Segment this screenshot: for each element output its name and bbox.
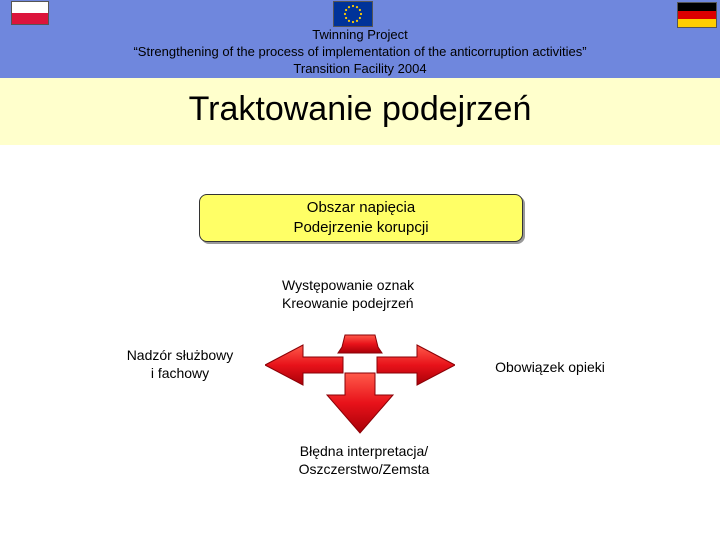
four-way-arrows-icon <box>265 325 455 435</box>
box-line-2: Podejrzenie korupcji <box>293 219 429 236</box>
poland-flag-icon <box>12 2 48 24</box>
label-left <box>100 346 260 382</box>
project-subtitle: “Strengthening of the process of implementation of the anticorruption activities” <box>133 44 587 59</box>
arrow-right <box>377 345 455 385</box>
germany-flag-icon <box>678 3 716 27</box>
label-left-line-1: Nadzór służbowy <box>126 347 234 363</box>
label-bottom-line-2: Oszczerstwo/Zemsta <box>298 461 430 477</box>
slide-title: Traktowanie podejrzeń <box>188 90 532 128</box>
arrow-up <box>338 335 382 353</box>
label-top <box>282 276 414 312</box>
project-name: Twinning Project <box>312 27 408 42</box>
label-top-line-1: Występowanie oznak <box>282 277 415 293</box>
label-top-line-2: Kreowanie podejrzeń <box>282 295 414 311</box>
label-right: Obowiązek opieki <box>495 359 605 375</box>
label-left-line-2: i fachowy <box>150 365 210 381</box>
eu-flag-icon <box>334 2 372 26</box>
box-line-1: Obszar napięcia <box>306 199 416 216</box>
project-facility: Transition Facility 2004 <box>293 61 427 76</box>
tension-area-box <box>199 194 523 242</box>
header-band <box>0 0 720 78</box>
label-bottom <box>284 442 444 478</box>
arrow-left <box>265 345 343 385</box>
arrow-down <box>327 373 393 433</box>
project-header <box>0 26 720 77</box>
label-bottom-line-1: Błędna interpretacja/ <box>299 443 429 459</box>
